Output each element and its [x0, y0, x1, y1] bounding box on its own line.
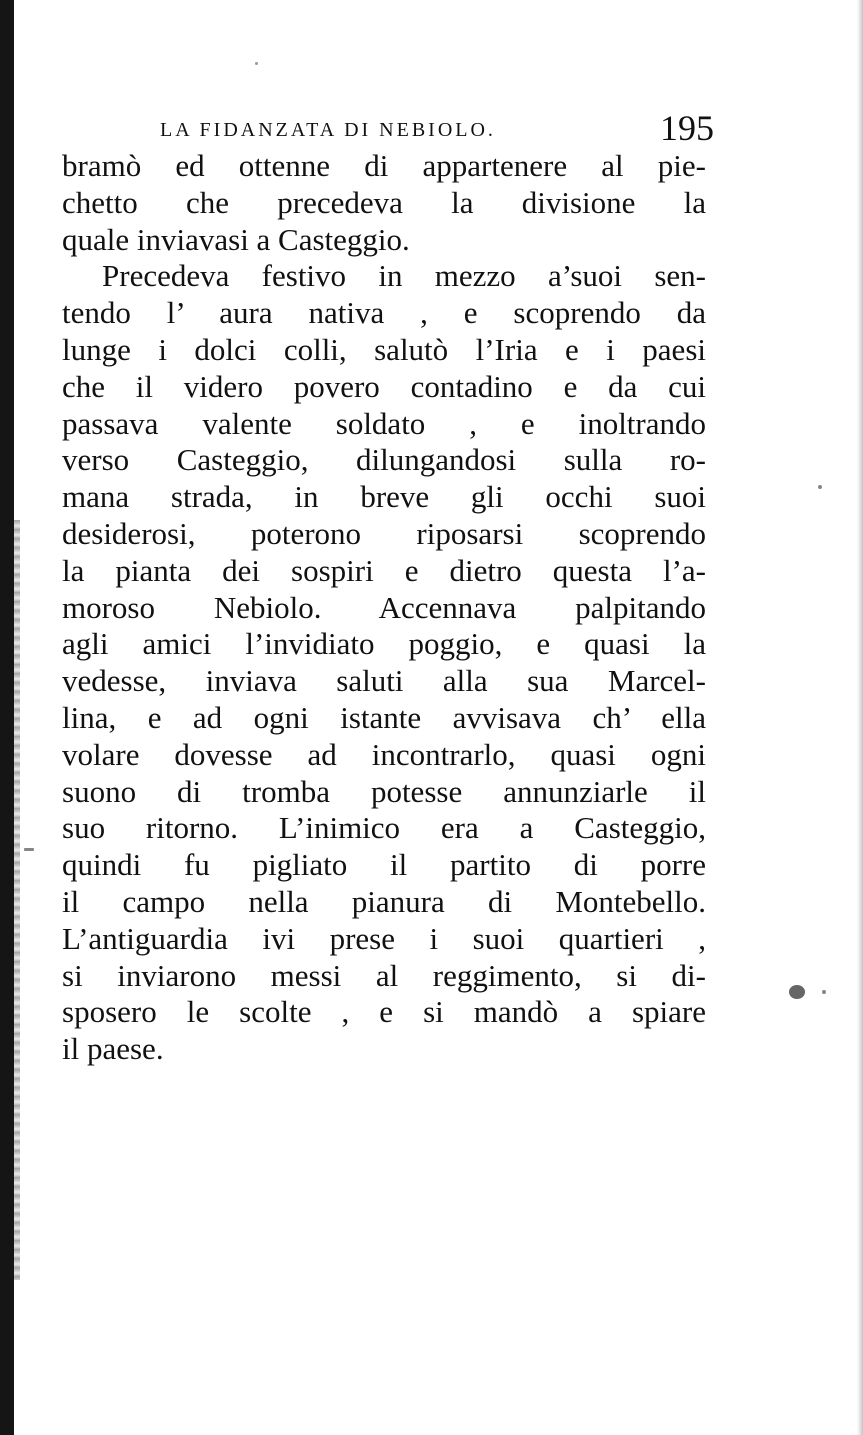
text-line: vedesse, inviava saluti alla sua Marcel- [62, 663, 706, 699]
page-header [160, 107, 720, 149]
text-line: il paese. [62, 1031, 164, 1067]
text-line: moroso Nebiolo. Accennava palpitando [62, 589, 706, 625]
text-line: che il videro povero contadino e da cui [62, 368, 706, 404]
body-text [62, 148, 706, 1068]
print-speck [255, 62, 258, 65]
running-title: LA FIDANZATA DI NEBIOLO. [160, 119, 496, 141]
text-line: chetto che precedeva la divisione la [62, 184, 706, 220]
text-line: tendo l’ aura nativa , e scoprendo da [62, 295, 706, 331]
print-speck [24, 848, 34, 851]
text-line: quindi fu pigliato il partito di porre [62, 847, 706, 883]
text-line: mana strada, in breve gli occhi suoi [62, 479, 706, 515]
print-speck [822, 990, 826, 994]
text-line: suono di tromba potesse annunziarle il [62, 773, 706, 809]
text-line: L’antiguardia ivi prese i suoi quartieri , [62, 920, 706, 956]
text-line: quale inviavasi a Casteggio. [62, 221, 410, 257]
text-line: verso Casteggio, dilungandosi sulla ro- [62, 442, 706, 478]
text-line: suo ritorno. L’inimico era a Casteggio, [62, 810, 706, 846]
text-line: il campo nella pianura di Montebello. [62, 883, 706, 919]
page-right-edge [857, 0, 863, 1435]
print-speck [789, 985, 805, 999]
text-line: si inviarono messi al reggimento, si di- [62, 957, 706, 993]
text-line: lina, e ad ogni istante avvisava ch’ ella [62, 699, 706, 735]
text-line: la pianta dei sospiri e dietro questa l’a- [62, 552, 706, 588]
binding-gutter [0, 0, 14, 1435]
text-line: lunge i dolci colli, salutò l’Iria e i paesi [62, 331, 706, 367]
text-line: sposero le scolte , e si mandò a spiare [62, 994, 706, 1030]
paragraph-start-line: Precedeva festivo in mezzo a’suoi sen- [102, 258, 706, 294]
binding-edge-texture [14, 520, 20, 1280]
text-line: volare dovesse ad incontrarlo, quasi ogni [62, 736, 706, 772]
text-line: agli amici l’invidiato poggio, e quasi la [62, 626, 706, 662]
text-line: passava valente soldato , e inoltrando [62, 405, 706, 441]
page-number: 195 [660, 108, 714, 148]
text-line: desiderosi, poterono riposarsi scoprendo [62, 515, 706, 551]
print-speck [818, 485, 822, 489]
text-line: bramò ed ottenne di appartenere al pie- [62, 148, 706, 183]
